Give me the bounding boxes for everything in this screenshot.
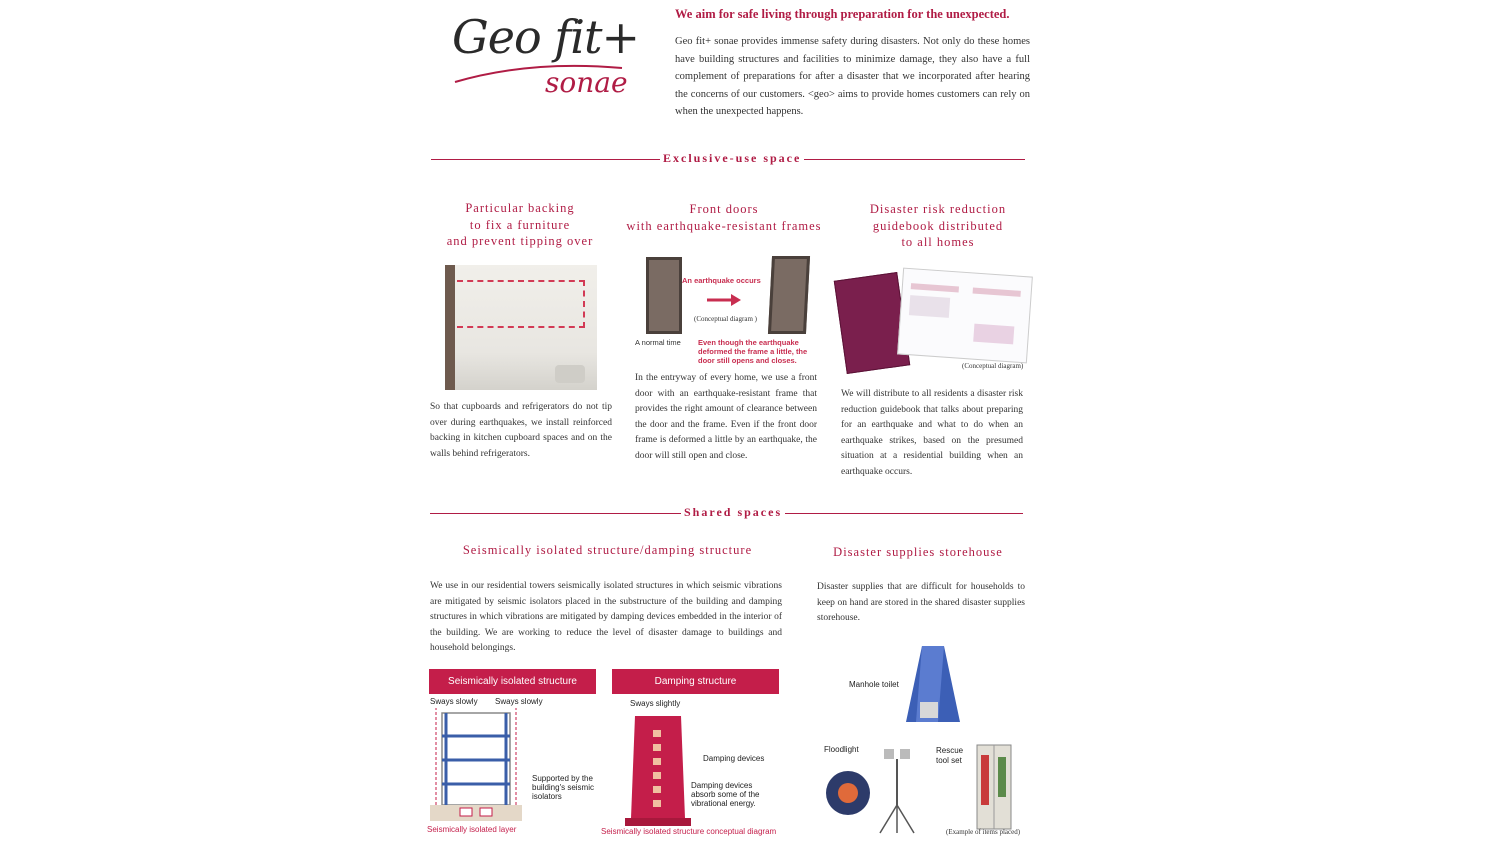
isolated-layer-label: Seismically isolated layer — [427, 825, 517, 834]
faucet — [555, 365, 585, 383]
backing-outline — [457, 280, 585, 328]
title-line: Disaster risk reduction — [869, 202, 1007, 216]
damping-caption: Seismically isolated structure conceptual diagram — [601, 827, 777, 836]
damping-building-diagram — [625, 708, 695, 828]
guidebook-pages — [897, 268, 1033, 364]
title-line: and prevent tipping over — [446, 234, 594, 248]
intro-text: Geo fit+ sonae provides immense safety during disasters. Not only do these homes have building structures and facilities to minimize damage, they also have a full complement of preparations for after a disaster that we incorporated after hearing the concerns of our customers. <geo> aims to provide homes customers can rely on when the unexpected happens. — [675, 36, 1030, 117]
column-body-backing: So that cupboards and refrigerators do not tip over during earthquakes, we install reinforced backing in kitchen cupboard spaces and on the walls behind refrigerators. — [430, 402, 612, 459]
sways-slowly-label-1: Sways slowly — [430, 697, 478, 706]
guidebook-caption: (Conceptual diagram) — [962, 362, 1024, 370]
door-note: Even though the earthquake deformed the frame a little, the door still opens and closes. — [698, 338, 808, 365]
rescue-tool-image — [975, 743, 1015, 831]
title-line: to fix a furniture — [469, 217, 571, 232]
section-title-shared: Shared spaces — [681, 505, 785, 520]
storehouse-body: Disaster supplies that are difficult for households to keep on hand are stored in the shared disaster supplies storehouse. — [817, 582, 1025, 623]
title-line: guidebook distributed — [872, 218, 1004, 233]
seismic-body: We use in our residential towers seismically isolated structures in which seismic vibrations are mitigated by seismic isolators placed in the substructure of the building and damping structures in which vibrations are mitigated by damping devices embedded in the interior of the building. We are working to reduce the level of disaster damage to buildings and household belongings. — [430, 581, 782, 653]
isolated-building-diagram — [430, 708, 530, 828]
kitchen-photo — [445, 265, 597, 390]
earthquake-occurs-label: An earthquake occurs — [682, 276, 761, 285]
storehouse-caption: (Example of items placed) — [946, 828, 1021, 836]
column-body-doors: In the entryway of every home, we use a front door with an earthquake-resistant frame that provides the right amount of clearance between the door and the frame. Even if the front door frame is deformed a little by an earthquake, the door will still open and close. — [635, 373, 817, 461]
normal-time-label: A normal time — [635, 338, 681, 347]
column-title-doors — [618, 201, 830, 234]
title-line: with earthquake-resistant frames — [626, 218, 822, 233]
column-title-guidebook — [852, 201, 1024, 251]
supported-label: Supported by the building's seismic isolators — [532, 774, 594, 801]
page-image — [973, 324, 1014, 345]
manhole-toilet-image — [902, 642, 964, 726]
manhole-toilet-label: Manhole toilet — [849, 680, 899, 689]
page-line — [911, 283, 959, 292]
damping-devices-label: Damping devices — [703, 754, 765, 763]
column-body-guidebook: We will distribute to all residents a disaster risk reduction guidebook that talks about preparing for an earthquake and what to do when an earthquake strikes, based on the presumed situation at a residential building when an earthquake occurs. — [841, 389, 1023, 477]
conceptual-label: (Conceptual diagram ) — [694, 315, 757, 323]
sways-slowly-label-2: Sways slowly — [495, 697, 543, 706]
damping-absorb-label: Damping devices absorb some of the vibrational energy. — [691, 781, 760, 808]
door-deformed — [768, 256, 810, 334]
logo-main: Geo fit+ — [452, 10, 640, 64]
sways-slightly-label: Sways slightly — [630, 699, 681, 708]
isolated-structure-label: Seismically isolated structure — [429, 669, 596, 694]
seismic-title: Seismically isolated structure/damping structure — [462, 543, 753, 557]
logo-sub: sonae — [545, 66, 628, 99]
tagline: We aim for safe living through preparation for the unexpected. — [675, 7, 1010, 21]
title-line: to all homes — [901, 235, 975, 249]
title-line: Particular backing — [465, 201, 575, 215]
damping-structure-label: Damping structure — [612, 669, 779, 694]
storehouse-title: Disaster supplies storehouse — [833, 545, 1003, 559]
floodlight-label: Floodlight — [824, 745, 859, 754]
title-line: Front doors — [689, 202, 759, 216]
door-normal — [646, 257, 682, 334]
floodlight-image — [822, 745, 937, 837]
rescue-tool-label: Rescue tool set — [936, 746, 964, 765]
section-title-exclusive: Exclusive-use space — [660, 151, 804, 166]
arrow-right-icon — [707, 292, 743, 308]
column-title-backing — [430, 200, 610, 250]
page-line — [973, 287, 1021, 296]
page-image — [909, 295, 950, 318]
